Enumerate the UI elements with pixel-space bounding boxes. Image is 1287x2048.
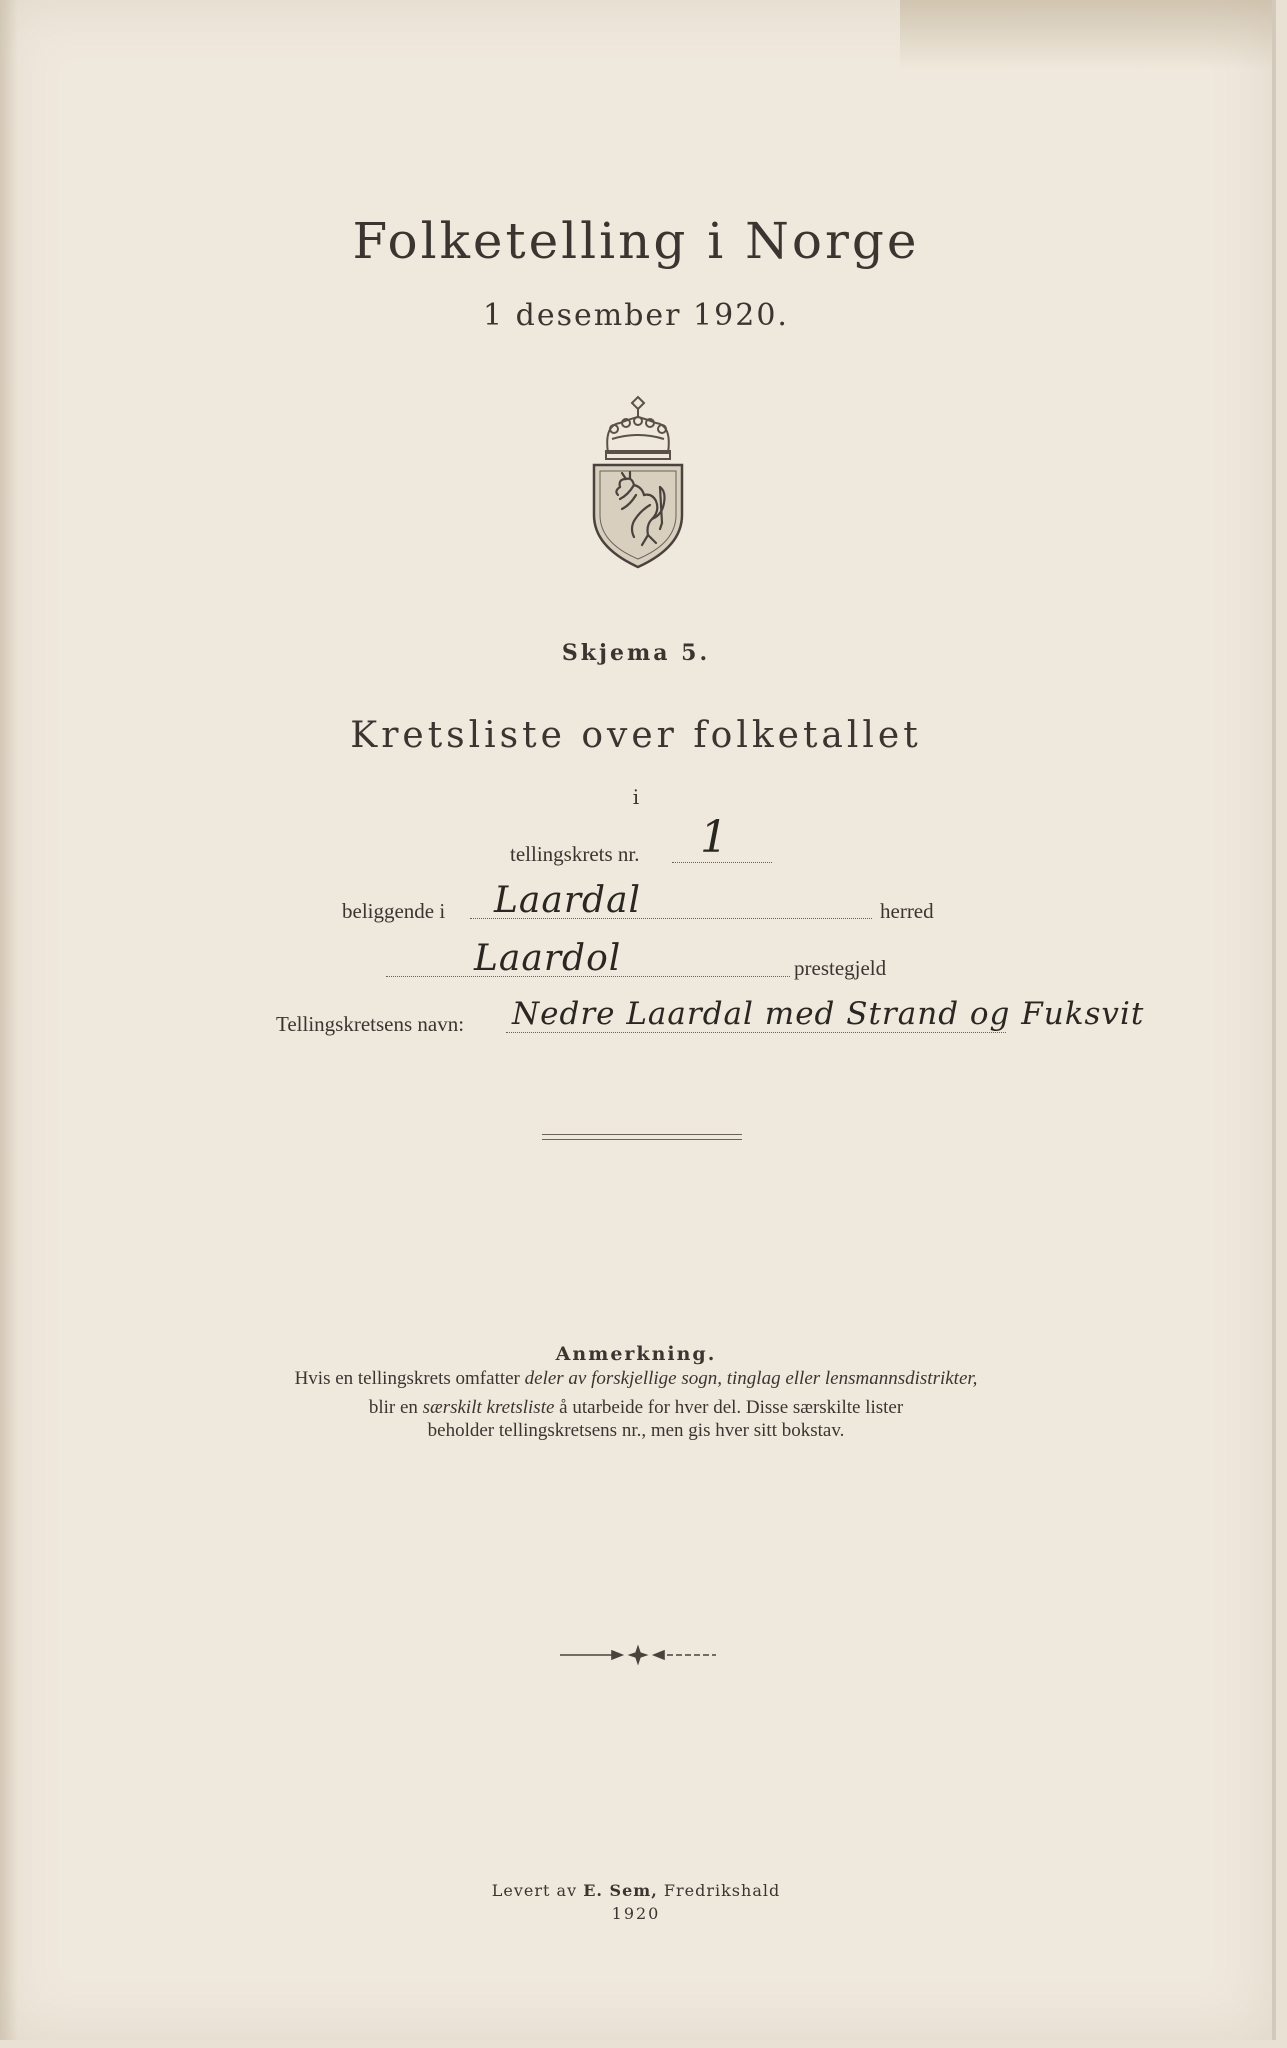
census-date: 1 desember 1920.: [483, 298, 789, 333]
navn-value: Nedre Laardal med Strand og Fuksvit: [512, 996, 1145, 1032]
printer-name: E. Sem,: [583, 1881, 658, 1900]
printer-credit: [0, 1881, 1272, 1900]
norwegian-lion-coat-of-arms-icon: [590, 395, 686, 571]
note-line-2-italic: særskilt kretsliste: [422, 1397, 555, 1418]
note-title: Anmerkning.: [555, 1343, 717, 1365]
print-year: 1920: [611, 1904, 661, 1923]
note-line-3: beholder tellingskretsens nr., men gis hver sitt bokstav.: [427, 1420, 845, 1441]
printer-city: Fredrikshald: [657, 1881, 781, 1900]
ornament-divider-icon: [560, 1643, 716, 1667]
beliggende-label: beliggende i: [342, 899, 446, 923]
printer-prefix: Levert av: [491, 1881, 584, 1900]
note-line-2-tail: å utarbeide for hver del. Disse særskilte lister: [554, 1397, 904, 1418]
connector-word: i: [632, 785, 640, 809]
tellingskrets-value: 1: [700, 812, 729, 863]
prestegjeld-value: Laardol: [474, 938, 622, 979]
navn-label: Tellingskretsens navn:: [276, 1012, 465, 1036]
page-title: Folketelling i Norge: [352, 212, 920, 270]
prestegjeld-label: prestegjeld: [794, 956, 887, 980]
paper-edge-stain: [900, 0, 1272, 70]
note-line-2-text: blir en: [368, 1397, 423, 1418]
note-line-1-italic: deler av forskjellige sogn, tinglag eller lensmannsdistrikter,: [524, 1368, 978, 1389]
schema-number: Skjema 5.: [561, 640, 711, 666]
section-divider: [542, 1134, 742, 1135]
form-title: Kretsliste over folketallet: [350, 715, 922, 756]
navn-line: [506, 1032, 1006, 1033]
section-divider-second: [542, 1139, 742, 1140]
note-line-1: [0, 1368, 1272, 1390]
herred-label: herred: [880, 899, 934, 923]
note-line-1-text: Hvis en tellingskrets omfatter: [294, 1368, 525, 1389]
beliggende-value: Laardal: [494, 880, 642, 921]
note-line-2: [0, 1397, 1272, 1419]
tellingskrets-label: tellingskrets nr.: [510, 842, 640, 866]
